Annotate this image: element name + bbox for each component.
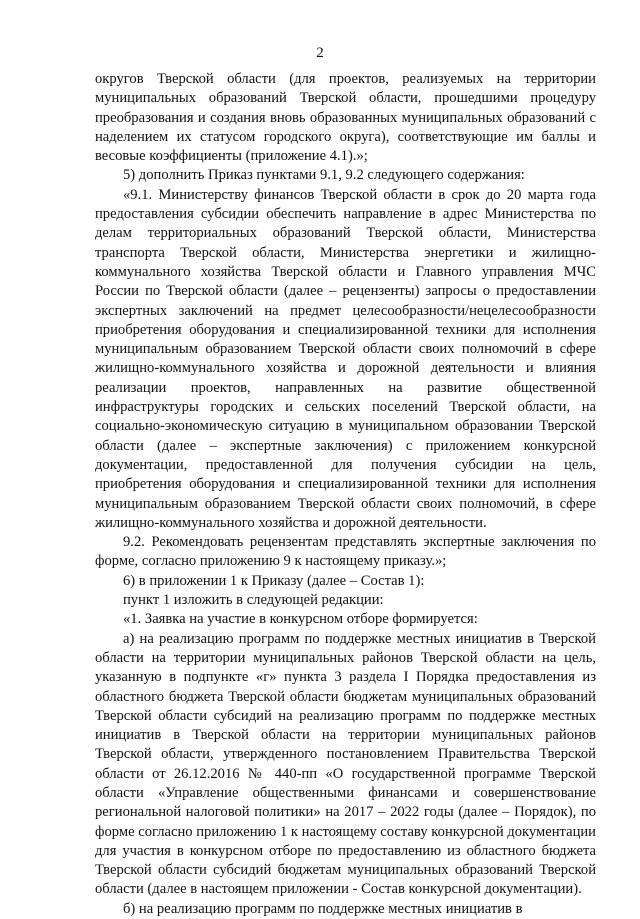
page-number: 2 — [316, 45, 324, 61]
paragraph-subitem-a: а) на реализацию программ по поддержке местных инициатив в Тверской области на территории муниципальных районов Тверской области на цель, указанную в подпункте «г» пункта 3 раздела I Порядка предоставления из областного бюджета Тверской области бюджетам муниципальных образований Тверской области субсидий на реализацию программ по поддержке местных инициатив в Тверской области на территории муниципальных районов Тверской области, утвержденного постановлением Правительства Тверской области от 26.12.2016 № 440-пп «О государственной программе Тверской области «Управление общественными финансами и совершенствование региональной налоговой политики» на 2017 – 2022 годы (далее – Порядок), по форме согласно приложению 1 к настоящему составу конкурсной документации для участия в конкурсном отборе по предоставлению из областного бюджета Тверской области субсидий бюджетам муниципальных образований Тверской области (далее в настоящем приложении - Состав конкурсной документации). — [95, 630, 596, 898]
paragraph-districts-continuation: округов Тверской области (для проектов, реализуемых на территории муниципальных образований Тверской области, прошедшими процедуру преобразования и создания вновь образованных муниципальных образований с наделением их статусом городского округа), соответствующие им баллы и весовые коэффициенты (приложение 4.1).»; — [95, 71, 596, 165]
paragraph-point-1-intro: пункт 1 изложить в следующей редакции: — [123, 592, 384, 609]
document-body — [95, 70, 596, 919]
paragraph-subitem-b: б) на реализацию программ по поддержке местных инициатив в — [123, 900, 523, 917]
paragraph-clause-9-1: «9.1. Министерству финансов Тверской области в срок до 20 марта года предоставления субсидии обеспечить направление в адрес Министерства по делам территориальных образований Тверской области, Министерства транспорта Тверской области, Министерства энергетики и жилищно-коммунального хозяйства Тверской области и Главного управления МЧС России по Тверской области (далее – рецензенты) запросы о предоставлении экспертных заключений на предмет целесообразности/нецелесообразности приобретения оборудования и специализированной техники для исполнения муниципальным образованием Тверской области своих полномочий в сфере жилищно-коммунального хозяйства и дорожной деятельности и влияния реализации проектов, направленных на развитие общественной инфраструктуры городских и сельских поселений Тверской области, на социально-экономическую ситуацию в муниципальном образовании Тверской области (далее – экспертные заключения) с приложением конкурсной документации, предоставленной для получения субсидии на цель, приобретения оборудования и специализированной техники для исполнения муниципальным образованием Тверской области своих полномочий, в сфере жилищно-коммунального хозяйства и дорожной деятельности. — [95, 186, 596, 531]
paragraph-clause-9-2: 9.2. Рекомендовать рецензентам представлять экспертные заключения по форме, согласно приложению 9 к настоящему приказу.»; — [95, 534, 596, 570]
paragraph-application-formed: «1. Заявка на участие в конкурсном отборе формируется: — [123, 611, 478, 628]
paragraph-item-5: 5) дополнить Приказ пунктами 9.1, 9.2 следующего содержания: — [123, 167, 525, 184]
paragraph-item-6: 6) в приложении 1 к Приказу (далее – Состав 1): — [123, 572, 425, 589]
